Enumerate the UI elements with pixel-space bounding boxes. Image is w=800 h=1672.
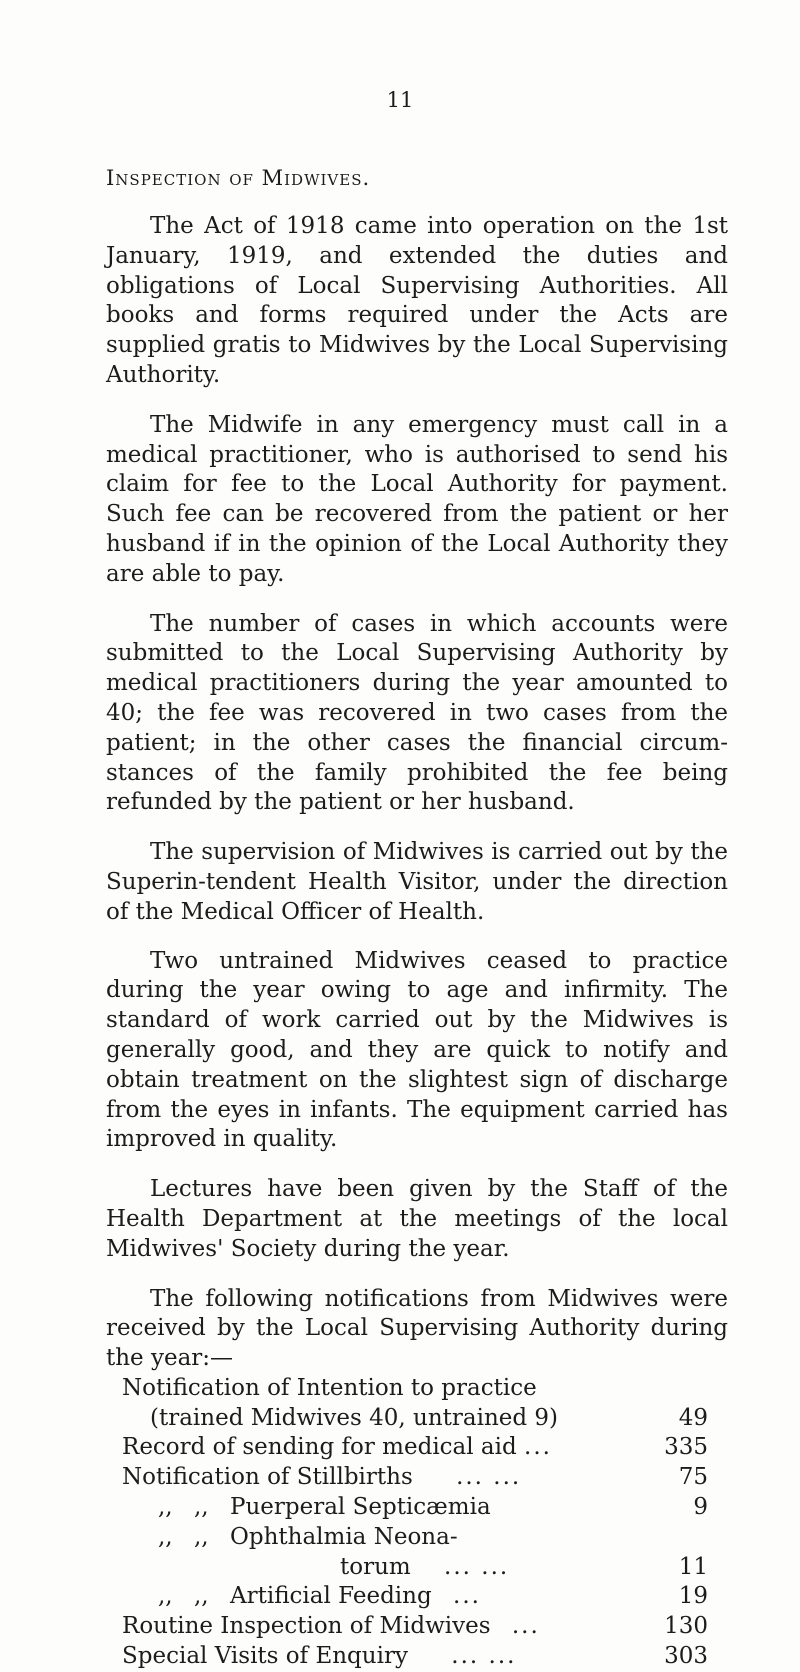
row-value: 303 bbox=[664, 1643, 708, 1670]
row-label: Notification of Stillbirths ... ... bbox=[122, 1464, 522, 1491]
page-number: 11 bbox=[386, 88, 414, 112]
table-row bbox=[122, 1463, 708, 1493]
paragraph: Lectures have been given by the Staff of the Health Department at the meetings of the local Midwives' Society during the year. bbox=[106, 1176, 728, 1262]
body-text bbox=[106, 212, 728, 1672]
row-label: ,, ,, Artificial Feeding ... bbox=[158, 1583, 481, 1610]
row-value: 335 bbox=[664, 1434, 708, 1461]
row-value: 11 bbox=[678, 1553, 708, 1580]
paragraph: The number of cases in which accounts were submitted to the Local Supervising Authority by medical practitioners during the year amounted to 40; the fee was recovered in two cases from the patient; in the other cases the financial circum-stances of the family prohibited the fee being refunded by the patient or her husband. bbox=[106, 610, 728, 816]
table-row bbox=[122, 1493, 708, 1523]
table-row bbox=[122, 1374, 708, 1434]
row-value: 9 bbox=[693, 1494, 708, 1521]
table-row bbox=[122, 1582, 708, 1612]
row-label: Notification of Intention to practice (trained Midwives 40, untrained 9) bbox=[122, 1374, 559, 1431]
section-heading: Inspection of Midwives. bbox=[106, 166, 371, 190]
paragraph: The following notifications from Midwives were received by the Local Supervising Authority during the year:— bbox=[106, 1285, 728, 1372]
row-label: Record of sending for medical aid ... bbox=[122, 1434, 552, 1461]
paragraph: Two untrained Midwives ceased to practice during the year owing to age and infirmity. The standard of work carried out by the Midwives is generally good, and they are quick to notify and obtain treatment on the slightest sign of discharge from the eyes in infants. The equipment carried has improved in quality. bbox=[106, 947, 728, 1153]
row-label: ,, ,, Ophthalmia Neona- torum ... ... bbox=[158, 1523, 510, 1580]
row-value: 75 bbox=[678, 1464, 708, 1491]
paragraph: The Midwife in any emergency must call in a medical practitioner, who is authorised to send his claim for fee to the Local Authority for payment. Such fee can be recovered from the patient or her husband if in the opinion of the Local Authority they are able to pay. bbox=[106, 411, 728, 587]
row-label: ,, ,, Puerperal Septicæmia bbox=[158, 1494, 491, 1521]
notifications-table bbox=[122, 1374, 708, 1672]
table-row bbox=[122, 1433, 708, 1463]
table-row bbox=[122, 1642, 708, 1672]
row-value: 130 bbox=[664, 1613, 708, 1640]
table-row bbox=[122, 1612, 708, 1642]
row-label: Routine Inspection of Midwives ... bbox=[122, 1613, 540, 1640]
row-label: Special Visits of Enquiry ... ... bbox=[122, 1643, 517, 1670]
row-value: 19 bbox=[678, 1583, 708, 1610]
paragraph: The supervision of Midwives is carried out by the Superin-tendent Health Visitor, under the direction of the Medical Officer of Health. bbox=[106, 839, 728, 925]
row-value: 49 bbox=[678, 1404, 708, 1431]
table-row bbox=[122, 1523, 708, 1583]
paragraph: The Act of 1918 came into operation on the 1st January, 1919, and extended the duties and obligations of Local Supervising Authorities. All books and forms required under the Acts are supplied gratis to Midwives by the Local Supervising Authority. bbox=[106, 213, 728, 388]
